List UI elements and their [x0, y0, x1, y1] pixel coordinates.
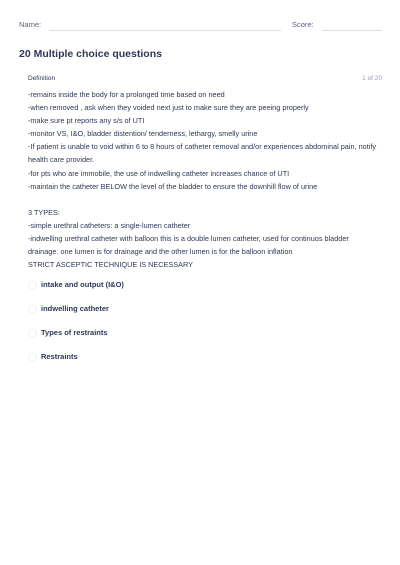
definition-text: -remains inside the body for a prolonged time based on need -when removed , ask when they voided next just to make sure they are peeing properly -make sure pt reports any s/s of UTI -monitor VS, I&O, bladder distention/ tenderness, lethargy, smelly urine -If patient is unable to void within 6 to 8 hours of catheter removal and/or experiences abdominal pain, notify health care provider. -for pts who are immobile, the use of indwelling catheter increases chance of UTI -maintain the catheter BELOW the level of the bladder to ensure the downhill flow of urine 3 TYPES: -simple urethral catheters: a single-lumen catheter -indwelling urethral catheter with balloon this is a double lumen catheter, used for continuos bladder drainage. one lumen is for drainage and the other lumen is for the balloon inflation STRICT ASCEPTIC TECHNIQUE IS NECESSARY [28, 90, 377, 270]
answer-options [28, 279, 358, 375]
definition-label: Definition [28, 75, 56, 82]
answer-option[interactable] [28, 303, 358, 327]
score-label: Score: [292, 20, 314, 29]
answer-option-label: intake and output (I&O) [41, 280, 124, 289]
question-counter: 1 of 20 [362, 75, 382, 82]
radio-button[interactable] [28, 329, 37, 338]
radio-button[interactable] [28, 353, 37, 362]
radio-button[interactable] [28, 305, 37, 314]
answer-option-label: indwelling catheter [41, 304, 109, 313]
name-label: Name: [19, 20, 42, 29]
answer-option[interactable] [28, 279, 358, 303]
radio-button[interactable] [28, 281, 37, 290]
page-title: 20 Multiple choice questions [19, 48, 162, 60]
answer-option[interactable] [28, 351, 358, 375]
answer-option-label: Restraints [41, 352, 78, 361]
header-row [19, 20, 382, 32]
answer-option-label: Types of restraints [41, 328, 108, 337]
score-field[interactable] [322, 30, 382, 31]
answer-option[interactable] [28, 327, 358, 351]
name-field[interactable] [49, 30, 281, 31]
